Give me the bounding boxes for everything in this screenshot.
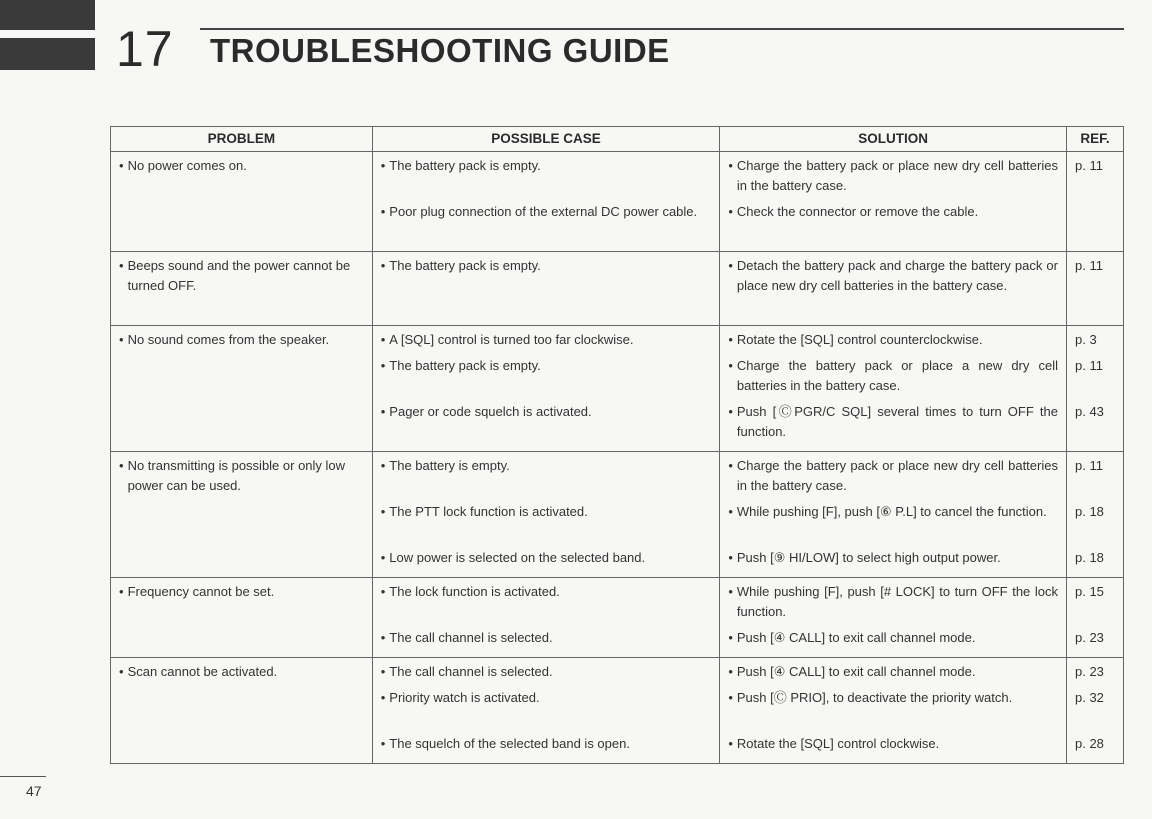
solution-text: • Push [④ CALL] to exit call channel mode.	[736, 630, 976, 645]
header-solution: SOLUTION	[720, 127, 1067, 152]
ref-text: p. 43	[1074, 404, 1104, 419]
possible-case-text: • The call channel is selected.	[389, 630, 553, 645]
title-rule	[200, 28, 1124, 30]
solution-cell	[720, 578, 1067, 658]
solution-text: • Check the connector or remove the cable.	[736, 204, 979, 219]
table-row	[111, 326, 1124, 452]
ref-cell	[1066, 658, 1123, 764]
problem-cell	[111, 252, 373, 326]
possible-case-cell	[372, 452, 720, 578]
ref-text: p. 15	[1074, 584, 1104, 599]
page-number-rule	[0, 776, 46, 777]
ref-text: p. 3	[1074, 332, 1097, 347]
possible-case-text: • The battery is empty.	[389, 458, 510, 473]
solution-text: • Push [⑨ HI/LOW] to select high output power.	[736, 550, 1001, 565]
problem-cell	[111, 578, 373, 658]
problem-cell	[111, 152, 373, 252]
solution-cell	[720, 152, 1067, 252]
ref-cell	[1066, 326, 1123, 452]
possible-case-text: • A [SQL] control is turned too far clockwise.	[389, 332, 634, 347]
problem-cell	[111, 658, 373, 764]
possible-case-text: • Poor plug connection of the external DC power cable.	[389, 204, 698, 219]
solution-cell	[720, 452, 1067, 578]
possible-case-text: • Pager or code squelch is activated.	[389, 404, 592, 419]
ref-text: p. 11	[1074, 458, 1103, 473]
solution-text: • Detach the battery pack and charge the battery pack or place new dry cell batteries in the battery case.	[736, 258, 1058, 293]
possible-case-text: • The lock function is activated.	[389, 584, 560, 599]
ref-text: p. 11	[1074, 258, 1103, 273]
solution-cell	[720, 326, 1067, 452]
table-body	[111, 152, 1124, 764]
solution-text: • Push [ⒸPGR/C SQL] several times to turn OFF the function.	[736, 404, 1058, 439]
ref-text: p. 11	[1074, 358, 1103, 373]
table-row	[111, 658, 1124, 764]
possible-case-cell	[372, 658, 720, 764]
possible-case-text: • The battery pack is empty.	[389, 258, 541, 273]
chapter-tab-top	[0, 0, 95, 30]
possible-case-text: • The PTT lock function is activated.	[389, 504, 588, 519]
solution-text: • Rotate the [SQL] control clockwise.	[736, 736, 940, 751]
possible-case-text: • The call channel is selected.	[389, 664, 553, 679]
ref-cell	[1066, 452, 1123, 578]
page-title: TROUBLESHOOTING GUIDE	[210, 32, 670, 69]
chapter-tab-bottom	[0, 38, 95, 70]
possible-case-cell	[372, 578, 720, 658]
table-row	[111, 578, 1124, 658]
problem-cell	[111, 452, 373, 578]
possible-case-text: • The battery pack is empty.	[389, 358, 541, 373]
ref-text: p. 32	[1074, 690, 1104, 705]
table-row	[111, 152, 1124, 252]
page-number: 47	[26, 783, 42, 799]
possible-case-cell	[372, 152, 720, 252]
solution-text: • Push [Ⓒ PRIO], to deactivate the priority watch.	[736, 690, 1013, 705]
problem-cell	[111, 326, 373, 452]
problem-text: • Scan cannot be activated.	[127, 664, 278, 679]
solution-text: • While pushing [F], push [# LOCK] to turn OFF the lock function.	[736, 584, 1058, 619]
problem-text: • No transmitting is possible or only low power can be used.	[127, 458, 346, 493]
ref-text: p. 18	[1074, 550, 1104, 565]
possible-case-text: • Low power is selected on the selected band.	[389, 550, 646, 565]
chapter-number: 17	[116, 21, 174, 77]
possible-case-text: • The squelch of the selected band is open.	[389, 736, 630, 751]
header-possible-case: POSSIBLE CASE	[372, 127, 720, 152]
solution-text: • Rotate the [SQL] control counterclockwise.	[736, 332, 983, 347]
solution-text: • Charge the battery pack or place new dry cell batteries in the battery case.	[736, 458, 1058, 493]
ref-text: p. 18	[1074, 504, 1104, 519]
table-row	[111, 452, 1124, 578]
ref-cell	[1066, 578, 1123, 658]
solution-text: • Push [④ CALL] to exit call channel mode.	[736, 664, 976, 679]
solution-text: • Charge the battery pack or place a new dry cell batteries in the battery case.	[736, 358, 1058, 393]
problem-text: • Beeps sound and the power cannot be turned OFF.	[127, 258, 351, 293]
ref-cell	[1066, 252, 1123, 326]
possible-case-cell	[372, 252, 720, 326]
problem-text: • No power comes on.	[127, 158, 247, 173]
ref-text: p. 23	[1074, 630, 1104, 645]
ref-text: p. 11	[1074, 158, 1103, 173]
possible-case-text: • The battery pack is empty.	[389, 158, 541, 173]
table-header-row	[111, 127, 1124, 152]
ref-cell	[1066, 152, 1123, 252]
problem-text: • No sound comes from the speaker.	[127, 332, 330, 347]
solution-cell	[720, 658, 1067, 764]
table-row	[111, 252, 1124, 326]
problem-text: • Frequency cannot be set.	[127, 584, 275, 599]
ref-text: p. 23	[1074, 664, 1104, 679]
possible-case-text: • Priority watch is activated.	[389, 690, 540, 705]
troubleshooting-table	[110, 126, 1124, 764]
solution-text: • Charge the battery pack or place new dry cell batteries in the battery case.	[736, 158, 1058, 193]
ref-text	[1075, 202, 1115, 242]
possible-case-cell	[372, 326, 720, 452]
solution-cell	[720, 252, 1067, 326]
header-ref: REF.	[1066, 127, 1123, 152]
header-problem: PROBLEM	[111, 127, 373, 152]
ref-text: p. 28	[1074, 736, 1104, 751]
solution-text: • While pushing [F], push [⑥ P.L] to cancel the function.	[736, 504, 1047, 519]
